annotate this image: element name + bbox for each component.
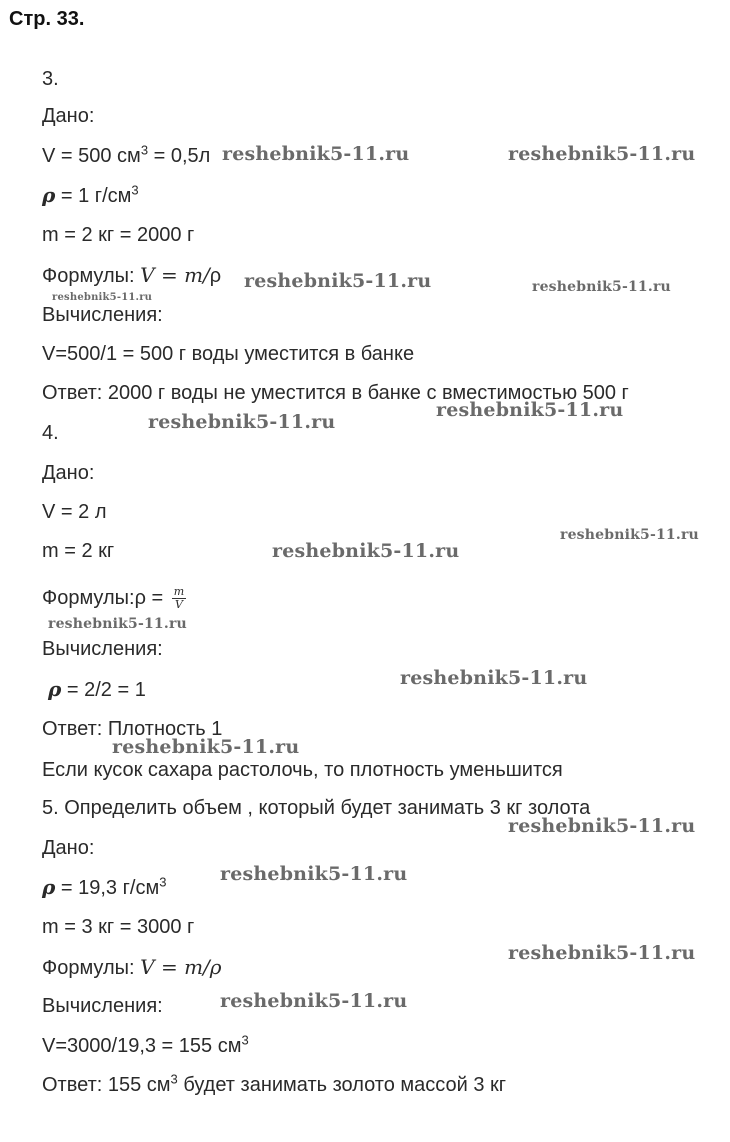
task5-calc-label: Вычисления: [42,995,163,1017]
task3-given-label: Дано: [42,105,95,127]
task4-density-fraction [172,586,186,611]
task4-calc-label: Вычисления: [42,638,163,660]
task4-answer-line: Ответ: Плотность 1 [42,718,223,740]
task5-formula-label: Формулы: [42,957,141,979]
task3-formula-rho: ρ [209,265,222,287]
watermark: reshebnik5-11.ru [48,616,187,632]
watermark: reshebnik5-11.ru [112,736,300,758]
task3-density-line [42,182,139,209]
task4-given-label: Дано: [42,462,95,484]
task4-formula-label: Формулы:ρ = [42,587,169,609]
task3-formula-label: Формулы: [42,265,141,287]
task3-volume-exp: 3 [140,142,149,158]
task3-volume-text: V = 500 см [42,145,141,167]
watermark: reshebnik5-11.ru [222,143,410,165]
task5-answer-b: будет занимать золото массой 3 кг [177,1074,507,1096]
task4-number: 4. [42,422,59,444]
watermark: reshebnik5-11.ru [220,990,408,1012]
task5-answer-line [42,1072,506,1098]
watermark: reshebnik5-11.ru [220,863,408,885]
task3-formula-expr: V = m/ [140,263,210,287]
watermark: reshebnik5-11.ru [560,527,699,543]
watermark: reshebnik5-11.ru [508,942,696,964]
task4-calc-line [48,676,146,703]
task3-mass-line: m = 2 кг = 2000 г [42,224,195,246]
task5-density-symbol: ρ [42,875,56,899]
fraction-denominator: V [175,598,183,612]
watermark: reshebnik5-11.ru [244,270,432,292]
task4-extra-line: Если кусок сахара растолочь, то плотность уменьшится [42,759,563,781]
watermark: reshebnik5-11.ru [400,667,588,689]
task3-density-exp: 3 [131,182,139,198]
task5-density-line [42,874,166,901]
task3-density-symbol: ρ [42,183,56,207]
task5-formula-line [42,954,222,981]
task5-result-line [42,1033,249,1059]
task5-formula-expr: V = m/ρ [140,955,222,979]
task3-formula-line [42,262,221,289]
task5-given-label: Дано: [42,837,95,859]
task3-density-value: = 1 г/см [55,185,132,207]
task4-mass-line: m = 2 кг [42,540,115,562]
task5-density-exp: 3 [159,874,167,890]
watermark: reshebnik5-11.ru [148,411,336,433]
watermark: reshebnik5-11.ru [272,540,460,562]
task3-volume-conv: = 0,5л [148,145,211,167]
task3-calc-label: Вычисления: [42,304,163,326]
task5-density-value: = 19,3 г/см [55,877,160,899]
task5-title: 5. Определить объем , который будет занимать 3 кг золота [42,797,591,819]
task5-answer-a: Ответ: 155 см [42,1074,171,1096]
fraction-numerator: m [173,585,185,599]
task4-formula-line [42,585,186,611]
task4-volume-line: V = 2 л [42,501,107,523]
watermark: reshebnik5-11.ru [52,292,153,303]
task4-calc-rest: = 2/2 = 1 [61,679,146,701]
task3-answer-line: Ответ: 2000 г воды не уместится в банке с вместимостью 500 г [42,382,629,404]
watermark: reshebnik5-11.ru [508,815,696,837]
task3-calc-line: V=500/1 = 500 г воды уместится в банке [42,343,415,365]
task5-answer-exp: 3 [170,1071,178,1087]
watermark: reshebnik5-11.ru [436,399,624,421]
watermark: reshebnik5-11.ru [532,279,671,295]
task5-mass-line: m = 3 кг = 3000 г [42,916,195,938]
task3-number: 3. [42,68,59,90]
task4-calc-rho: ρ [48,677,62,701]
page-title: Стр. 33. [9,8,85,30]
task5-result-text: V=3000/19,3 = 155 см [42,1035,242,1057]
task5-result-exp: 3 [241,1032,249,1048]
watermark: reshebnik5-11.ru [508,143,696,165]
task3-volume-line [42,143,210,169]
